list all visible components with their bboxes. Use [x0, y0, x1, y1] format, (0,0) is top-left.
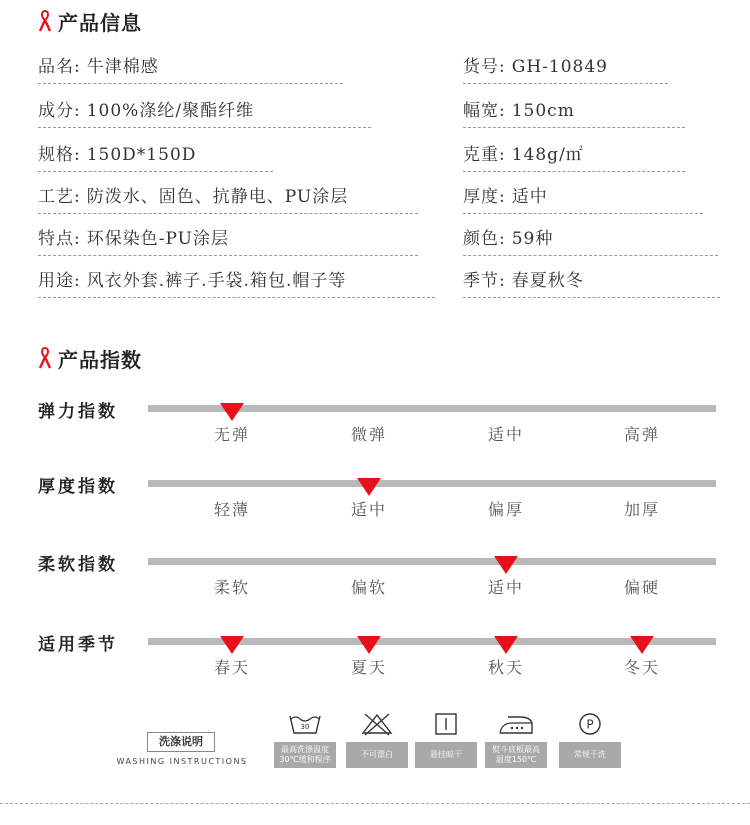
info-value: 环保染色-PU涂层 [86, 229, 229, 249]
care-hang-dry [415, 712, 477, 768]
product-index-title [38, 343, 142, 373]
info-label: 季节: [463, 271, 506, 291]
index-label: 厚度指数 [38, 477, 118, 497]
index-tick-label: 轻薄 [213, 500, 250, 519]
info-label: 幅宽: [463, 101, 506, 121]
washing-subtitle: WASHING INSTRUCTIONS [116, 757, 248, 766]
index-marker-triangle [494, 636, 518, 654]
info-value: 150D*150D [86, 145, 197, 165]
section-title-text: 产品信息 [58, 10, 142, 35]
care-caption: 熨斗底板最高 温度150℃ [485, 742, 547, 768]
info-value: 防泼水、固色、抗静电、PU涂层 [86, 187, 349, 207]
info-row [38, 99, 371, 128]
info-value: GH-10849 [511, 57, 608, 77]
care-caption: 常规干洗 [559, 742, 621, 768]
dry-clean-symbol: P [586, 717, 594, 732]
info-value: 风衣外套.裤子.手袋.箱包.帽子等 [86, 271, 347, 291]
info-row [38, 143, 273, 172]
care-iron-150 [485, 712, 547, 768]
index-bar [148, 558, 716, 565]
info-label: 品名: [38, 57, 81, 77]
info-value: 148g/㎡ [511, 145, 584, 165]
index-tick-label: 夏天 [350, 658, 387, 677]
info-label: 特点: [38, 229, 81, 249]
index-label: 适用季节 [38, 635, 118, 655]
index-tick-label: 适中 [350, 500, 387, 519]
info-row [463, 227, 718, 256]
info-row [38, 227, 418, 256]
care-caption: 不可漂白 [346, 742, 408, 768]
info-label: 厚度: [463, 187, 506, 207]
info-row [463, 143, 685, 172]
info-label: 工艺: [38, 187, 81, 207]
wash-temp-symbol: 30 [300, 723, 310, 731]
index-tick-label: 偏厚 [487, 500, 524, 519]
info-value: 59种 [511, 229, 554, 249]
index-marker-triangle [494, 556, 518, 574]
info-label: 用途: [38, 271, 81, 291]
ribbon-icon [38, 346, 52, 370]
index-tick-label: 偏硬 [623, 578, 660, 597]
care-no-bleach [346, 712, 408, 768]
info-label: 成分: [38, 101, 81, 121]
info-label: 克重: [463, 145, 506, 165]
dry-clean-p-icon [573, 712, 607, 736]
info-row [463, 99, 685, 128]
no-bleach-icon [360, 712, 394, 736]
index-tick-label: 加厚 [623, 500, 660, 519]
index-tick-label: 偏软 [350, 578, 387, 597]
index-marker-triangle [220, 636, 244, 654]
care-caption: 最高洗涤温度 30℃缓和程序 [274, 742, 336, 768]
index-bar [148, 480, 716, 487]
info-label: 颜色: [463, 229, 506, 249]
info-value: 适中 [511, 187, 548, 207]
hang-dry-icon [429, 712, 463, 736]
index-marker-triangle [630, 636, 654, 654]
info-row [38, 185, 418, 214]
index-tick-label: 春天 [213, 658, 250, 677]
bottom-divider [0, 803, 750, 804]
info-value: 牛津棉感 [86, 57, 159, 77]
index-label: 柔软指数 [38, 555, 118, 575]
iron-icon [496, 712, 536, 736]
care-dry-clean [559, 712, 621, 768]
wash-tub-icon [288, 712, 322, 736]
product-info-title [38, 6, 142, 36]
info-value: 100%涤纶/聚酯纤维 [86, 101, 255, 121]
index-tick-label: 微弹 [350, 425, 387, 444]
info-row [38, 269, 435, 298]
section-title-text: 产品指数 [58, 347, 142, 372]
info-label: 规格: [38, 145, 81, 165]
info-row [38, 55, 343, 84]
info-label: 货号: [463, 57, 506, 77]
index-tick-label: 柔软 [213, 578, 250, 597]
info-value: 150cm [511, 101, 575, 121]
ribbon-icon [38, 9, 52, 33]
index-label: 弹力指数 [38, 402, 118, 422]
info-row [463, 185, 703, 214]
index-tick-label: 秋天 [487, 658, 524, 677]
index-marker-triangle [357, 478, 381, 496]
index-tick-label: 冬天 [623, 658, 660, 677]
index-marker-triangle [357, 636, 381, 654]
care-caption: 悬挂晾干 [415, 742, 477, 768]
info-row [463, 55, 668, 84]
info-value: 春夏秋冬 [511, 271, 584, 291]
care-wash-30 [274, 712, 336, 768]
index-tick-label: 适中 [487, 578, 524, 597]
index-marker-triangle [220, 403, 244, 421]
index-tick-label: 适中 [487, 425, 524, 444]
index-tick-label: 高弹 [623, 425, 660, 444]
washing-title: 洗涤说明 [147, 732, 215, 752]
info-row [463, 269, 720, 298]
index-tick-label: 无弹 [213, 425, 250, 444]
